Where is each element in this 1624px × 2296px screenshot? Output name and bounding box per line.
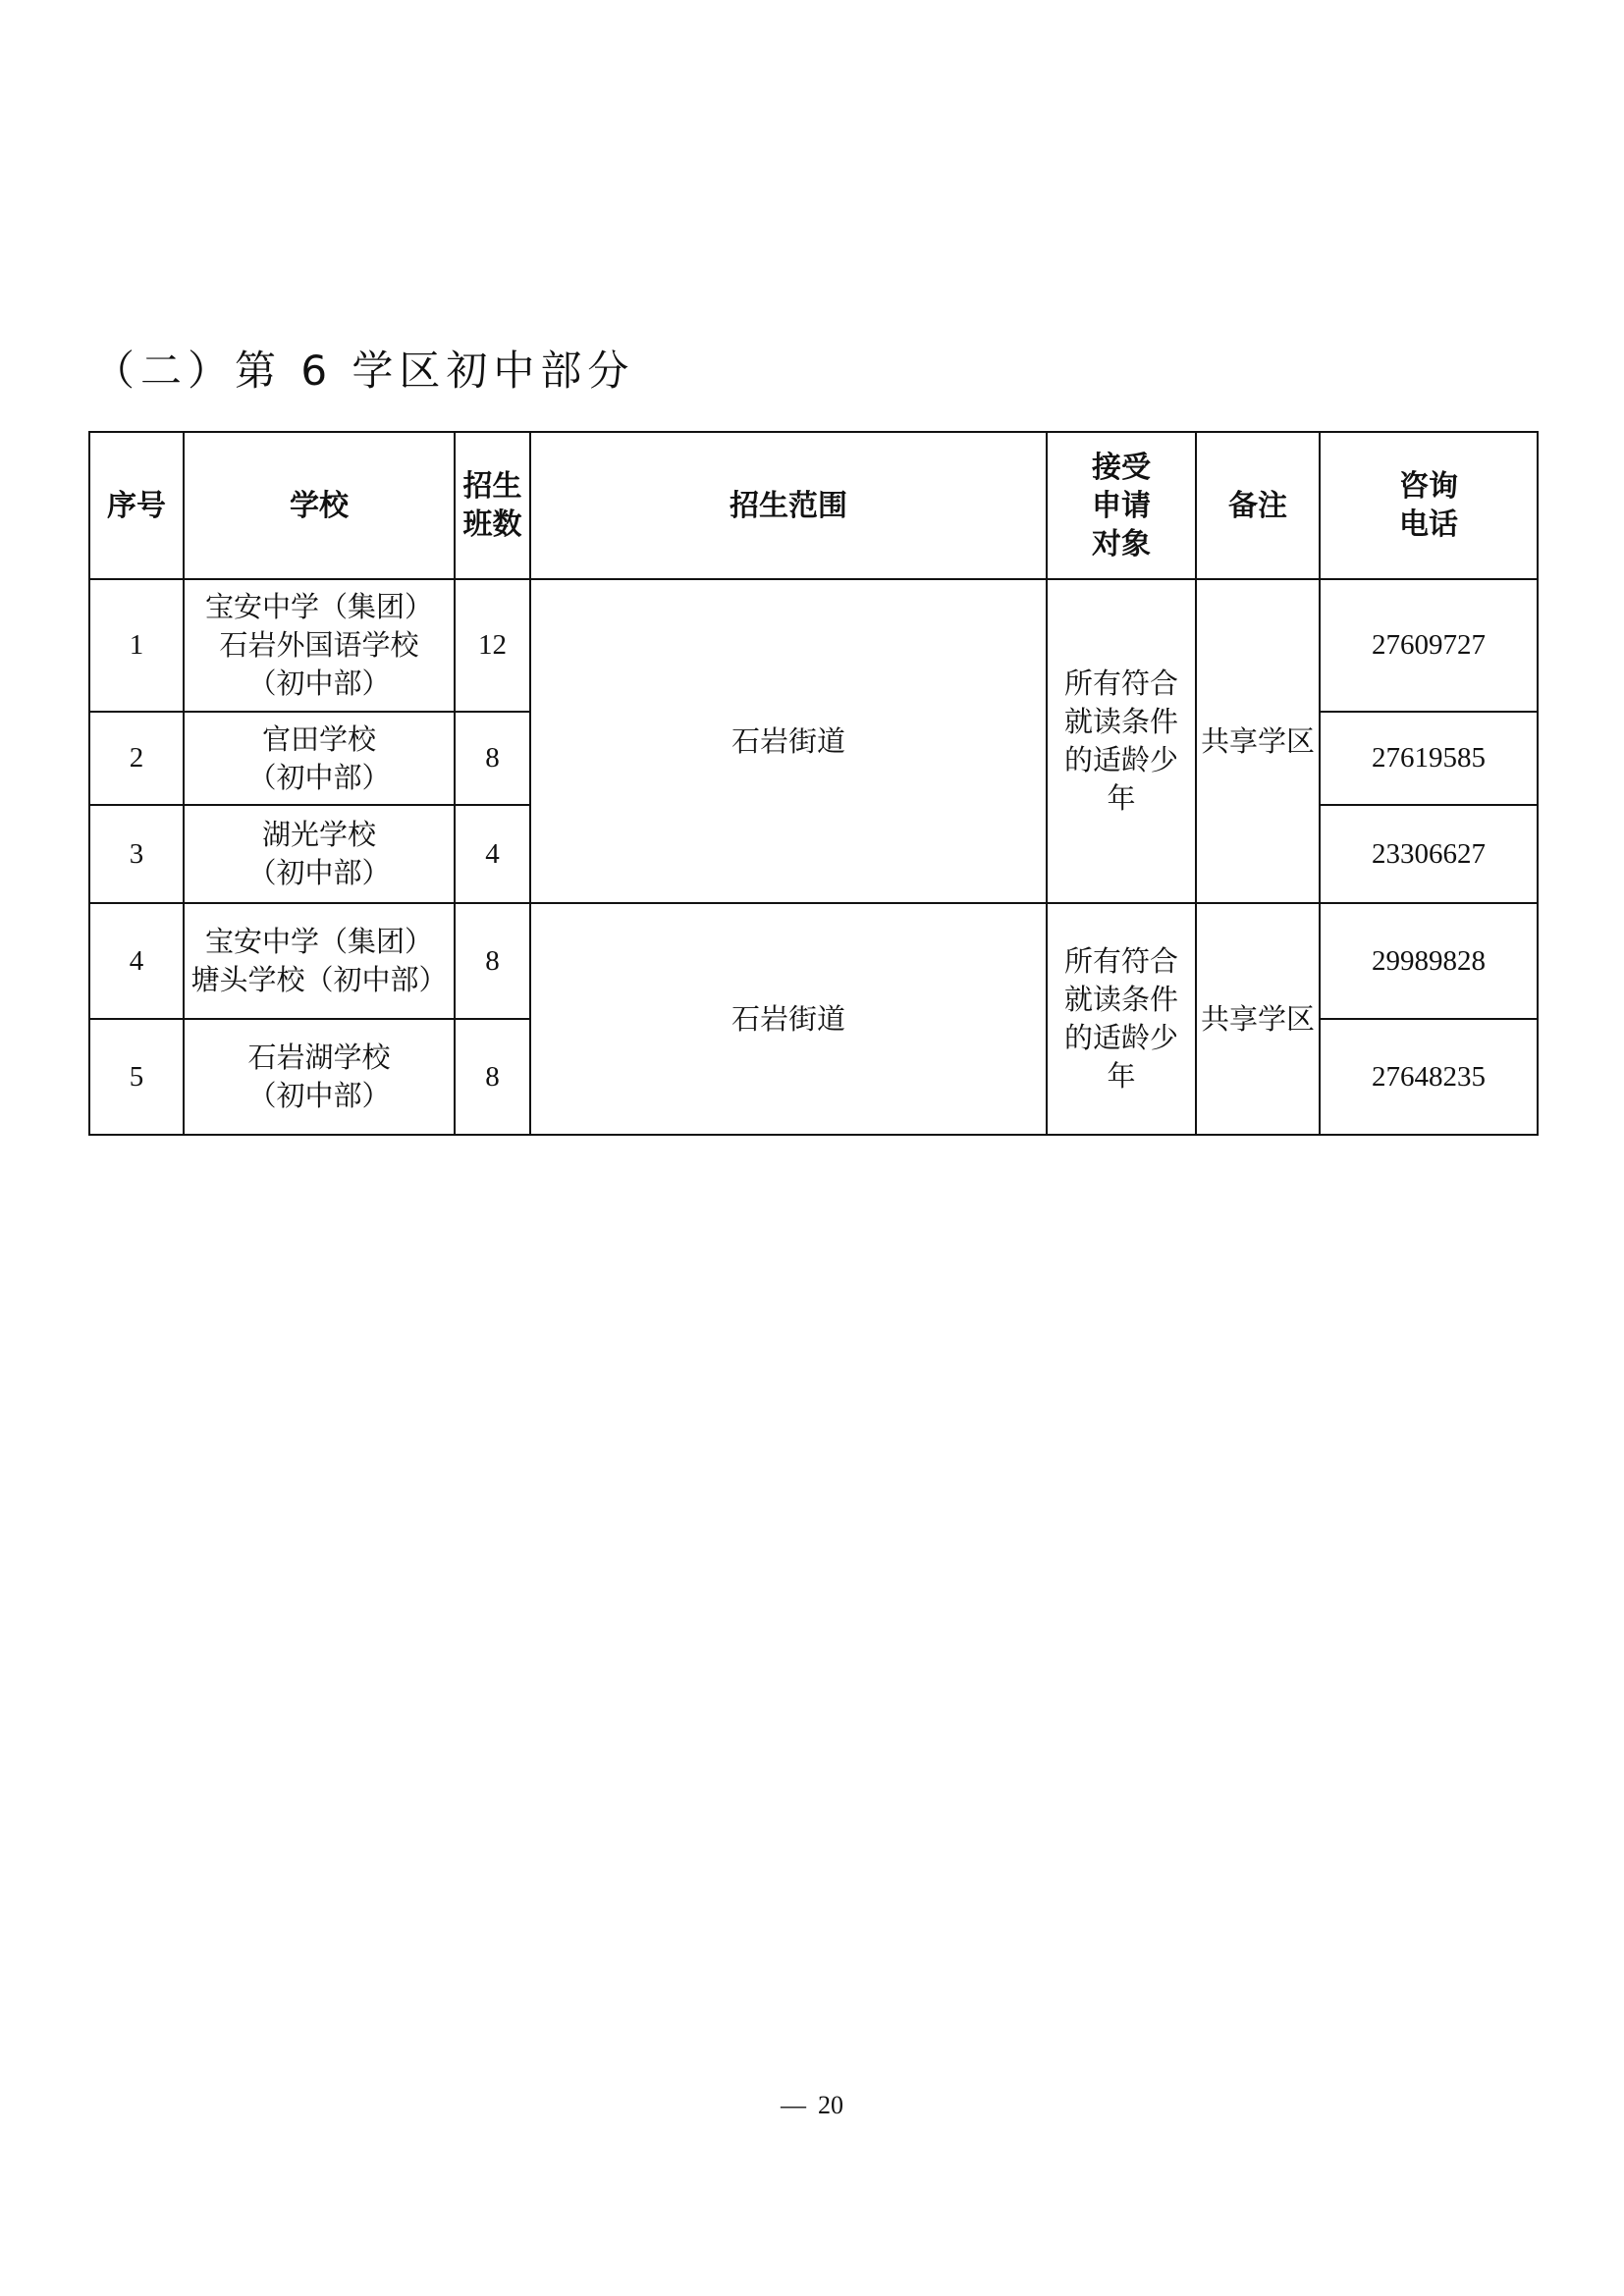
row-index: 1 — [89, 579, 184, 712]
header-school: 学校 — [184, 432, 455, 579]
row-classes: 8 — [455, 1019, 530, 1135]
table-row — [89, 903, 1538, 1019]
school-name-line: （初中部） — [247, 856, 391, 889]
header-applicants-line: 对象 — [1092, 526, 1151, 561]
applicants-line: 年 — [1107, 781, 1136, 815]
school-name-line: 塘头学校（初中部） — [190, 963, 448, 996]
header-phone-line: 咨询 — [1399, 469, 1458, 504]
applicants-line: 所有符合 — [1063, 944, 1178, 978]
school-name-line: （初中部） — [247, 760, 391, 794]
school-name-line: （初中部） — [247, 667, 391, 700]
page-number-value: 20 — [818, 2091, 843, 2119]
row-phone: 23306627 — [1320, 805, 1538, 903]
header-applicants — [1047, 432, 1196, 579]
row-phone: 27609727 — [1320, 579, 1538, 712]
school-name-line: 石岩湖学校 — [247, 1041, 391, 1074]
page-number-dash: — — [781, 2091, 806, 2119]
applicants-line: 就读条件 — [1063, 983, 1178, 1016]
header-remarks: 备注 — [1196, 432, 1320, 579]
header-phone — [1320, 432, 1538, 579]
row-index: 5 — [89, 1019, 184, 1135]
header-phone-line: 电话 — [1399, 507, 1458, 542]
row-phone: 27648235 — [1320, 1019, 1538, 1135]
group-remarks: 共享学区 — [1196, 579, 1320, 903]
row-school — [184, 712, 455, 805]
school-name-line: （初中部） — [247, 1079, 391, 1112]
group-remarks: 共享学区 — [1196, 903, 1320, 1135]
row-classes: 8 — [455, 903, 530, 1019]
school-name-line: 宝安中学（集团） — [204, 590, 433, 623]
applicants-line: 就读条件 — [1063, 705, 1178, 738]
header-index: 序号 — [89, 432, 184, 579]
school-name-line: 石岩外国语学校 — [219, 628, 419, 662]
group-applicants — [1047, 903, 1196, 1135]
row-index: 3 — [89, 805, 184, 903]
row-school — [184, 805, 455, 903]
section-title: （二）第 6 学区初中部分 — [93, 347, 635, 395]
header-classes — [455, 432, 530, 579]
table-row — [89, 579, 1538, 712]
row-phone: 27619585 — [1320, 712, 1538, 805]
row-index: 2 — [89, 712, 184, 805]
admission-table — [88, 431, 1539, 1136]
page-number — [0, 2091, 1624, 2120]
applicants-line: 的适龄少 — [1063, 1021, 1178, 1054]
table-header-row — [89, 432, 1538, 579]
school-name-line: 湖光学校 — [261, 818, 376, 851]
row-school — [184, 579, 455, 712]
group-applicants — [1047, 579, 1196, 903]
header-classes-line: 招生 — [462, 469, 522, 504]
row-classes: 4 — [455, 805, 530, 903]
row-school — [184, 1019, 455, 1135]
header-applicants-line: 接受 — [1092, 450, 1151, 485]
header-scope: 招生范围 — [530, 432, 1047, 579]
row-phone: 29989828 — [1320, 903, 1538, 1019]
row-school — [184, 903, 455, 1019]
school-name-line: 宝安中学（集团） — [204, 925, 433, 958]
applicants-line: 的适龄少 — [1063, 743, 1178, 776]
group-scope: 石岩街道 — [530, 579, 1047, 903]
group-scope: 石岩街道 — [530, 903, 1047, 1135]
applicants-line: 所有符合 — [1063, 667, 1178, 700]
row-classes: 12 — [455, 579, 530, 712]
applicants-line: 年 — [1107, 1059, 1136, 1093]
header-applicants-line: 申请 — [1092, 488, 1151, 523]
row-index: 4 — [89, 903, 184, 1019]
school-name-line: 官田学校 — [261, 721, 376, 756]
header-classes-line: 班数 — [462, 507, 522, 542]
row-classes: 8 — [455, 712, 530, 805]
